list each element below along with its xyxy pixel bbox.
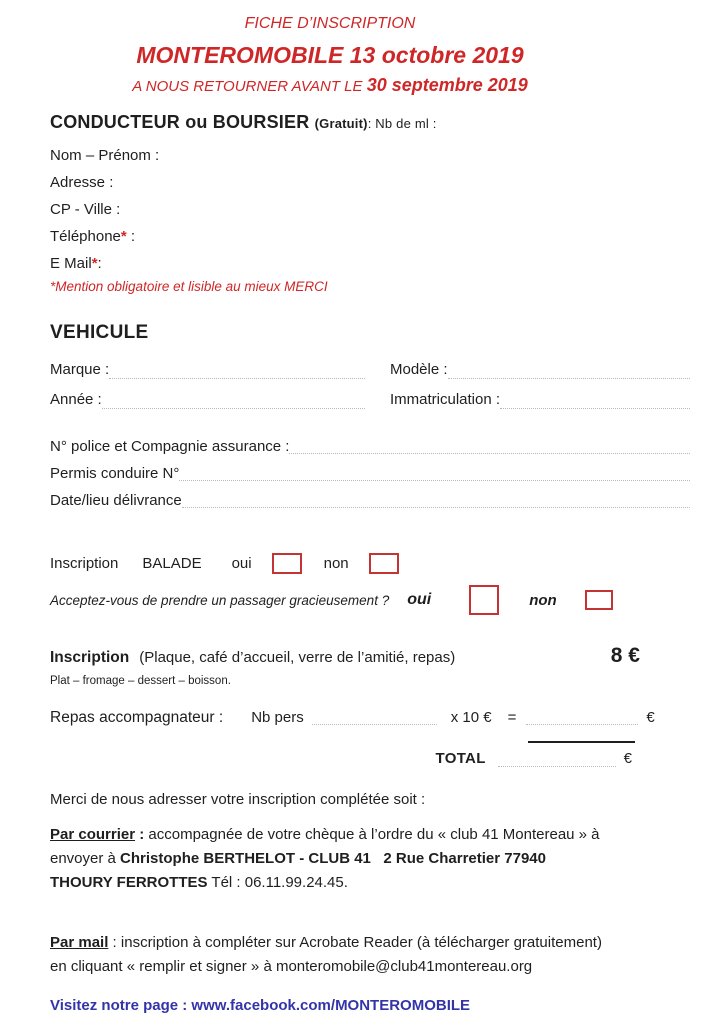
year-input-line[interactable] — [102, 408, 365, 409]
balade-yes-checkbox[interactable] — [272, 553, 302, 574]
inscription-detail: (Plaque, café d’accueil, verre de l’amitié, repas) — [139, 649, 456, 666]
field-insurance — [50, 433, 690, 460]
field-brand — [50, 355, 390, 385]
vehicle-legal-rows — [50, 433, 690, 514]
vehicle-section-heading: VEHICULE — [50, 322, 149, 343]
total-input-line[interactable] — [498, 766, 616, 767]
balade-inscription-label: Inscription — [50, 554, 119, 572]
mail-sep: : — [108, 934, 121, 951]
model-label: Modèle : — [390, 361, 448, 378]
mail-body: inscription à compléter sur Acrobate Reader (à télécharger gratuitement) en cliquant « remplir et signer » à monteromobile@club41montereau.org — [50, 934, 602, 975]
total-label: TOTAL — [435, 750, 486, 767]
name-label: Nom – Prénom : — [50, 147, 160, 164]
balade-no-checkbox[interactable] — [369, 553, 399, 574]
plate-input-line[interactable] — [500, 408, 690, 409]
vehicle-row-1 — [50, 355, 690, 385]
insurance-label: N° police et Compagnie assurance : — [50, 438, 290, 455]
meal-euro-sign: € — [646, 709, 655, 726]
license-input-line[interactable] — [179, 480, 690, 481]
courrier-contact: Christophe BERTHELOT - CLUB 41 2 Rue Charretier 77940 THOURY FERROTTES — [50, 850, 551, 891]
brand-input-line[interactable] — [109, 378, 365, 379]
year-label: Année : — [50, 391, 102, 408]
field-plate — [390, 385, 690, 415]
facebook-link[interactable]: Visitez notre page : www.facebook.com/MONTEROMOBILE — [50, 997, 471, 1014]
driver-heading-suffix: : Nb de ml : — [367, 116, 437, 131]
meal-row — [50, 704, 690, 731]
phone-label: Téléphone — [50, 228, 121, 245]
address-label: Adresse : — [50, 174, 114, 191]
passenger-no-checkbox[interactable] — [585, 590, 613, 610]
license-label: Permis conduire N° — [50, 465, 180, 482]
meal-nb-label: Nb pers — [251, 709, 304, 726]
passenger-yes-label: oui — [407, 591, 432, 608]
phone-colon: : — [126, 228, 136, 245]
city-label: CP - Ville : — [50, 201, 121, 218]
phone-required-star: * — [120, 228, 127, 245]
driver-fields — [50, 142, 690, 297]
mandatory-note: *Mention obligatoire et lisible au mieux MERCI — [50, 279, 328, 294]
field-name[interactable] — [50, 142, 690, 169]
return-deadline-date: 30 septembre 2019 — [366, 75, 528, 95]
inscription-price: 8 € — [610, 644, 640, 667]
meal-amount-input-line[interactable] — [526, 724, 638, 725]
field-model — [390, 355, 690, 385]
plate-label: Immatriculation : — [390, 391, 501, 408]
meal-nb-input-line[interactable] — [312, 724, 437, 725]
mail-head: Par mail — [50, 934, 109, 951]
driver-heading-note: (Gratuit) — [314, 116, 368, 131]
menu-note: Plat – fromage – dessert – boisson. — [50, 675, 231, 687]
passenger-choice-row — [50, 584, 690, 616]
courrier-head: Par courrier — [50, 826, 136, 843]
model-input-line[interactable] — [448, 378, 690, 379]
passenger-question: Acceptez-vous de prendre un passager gracieusement ? — [50, 592, 390, 608]
balade-no-label: non — [323, 554, 349, 572]
field-address[interactable] — [50, 169, 690, 196]
passenger-no-label: non — [529, 591, 557, 609]
balade-choice-row — [50, 550, 690, 576]
total-separator-line — [528, 741, 635, 743]
mail-paragraph — [50, 931, 602, 979]
form-header — [50, 14, 610, 98]
issue-label: Date/lieu délivrance — [50, 492, 182, 509]
driver-heading-text: CONDUCTEUR ou BOURSIER — [50, 112, 315, 132]
send-instructions-intro: Merci de nous adresser votre inscription complétée soit : — [50, 791, 426, 808]
return-deadline — [50, 74, 610, 98]
total-euro-sign: € — [623, 750, 632, 767]
inscription-label: Inscription — [50, 649, 130, 666]
meal-equals: = — [507, 709, 517, 726]
email-colon: : — [97, 255, 102, 272]
courrier-sep: : — [135, 826, 149, 843]
courrier-phone: Tél : 06.11.99.24.45. — [207, 874, 348, 891]
field-license — [50, 460, 690, 487]
balade-yes-label: oui — [231, 554, 252, 572]
brand-label: Marque : — [50, 361, 110, 378]
return-deadline-label: A NOUS RETOURNER AVANT LE — [132, 78, 367, 95]
field-email[interactable] — [50, 250, 690, 277]
meal-label: Repas accompagnateur : — [50, 709, 224, 726]
vehicle-row-2 — [50, 385, 690, 415]
driver-section-heading — [50, 110, 690, 136]
total-row — [50, 747, 632, 771]
inscription-price-row — [50, 644, 690, 668]
email-required-star: * — [91, 255, 98, 272]
field-year — [50, 385, 390, 415]
vehicle-rows — [50, 355, 690, 415]
balade-name-label: BALADE — [142, 554, 202, 572]
field-issue — [50, 487, 690, 514]
event-title: MONTEROMOBILE 13 octobre 2019 — [136, 42, 524, 68]
courrier-body: accompagnée de votre chèque à l’ordre du « club 41 Montereau » à envoyer à — [50, 826, 600, 867]
courrier-paragraph — [50, 823, 610, 895]
insurance-input-line[interactable] — [289, 453, 690, 454]
field-phone[interactable] — [50, 223, 690, 250]
email-label: E Mail — [50, 255, 92, 272]
issue-input-line[interactable] — [182, 507, 690, 508]
field-city[interactable] — [50, 196, 690, 223]
form-title: FICHE D’INSCRIPTION — [244, 15, 416, 32]
passenger-yes-checkbox[interactable] — [469, 585, 499, 615]
meal-multiplier: x 10 € — [450, 709, 492, 726]
